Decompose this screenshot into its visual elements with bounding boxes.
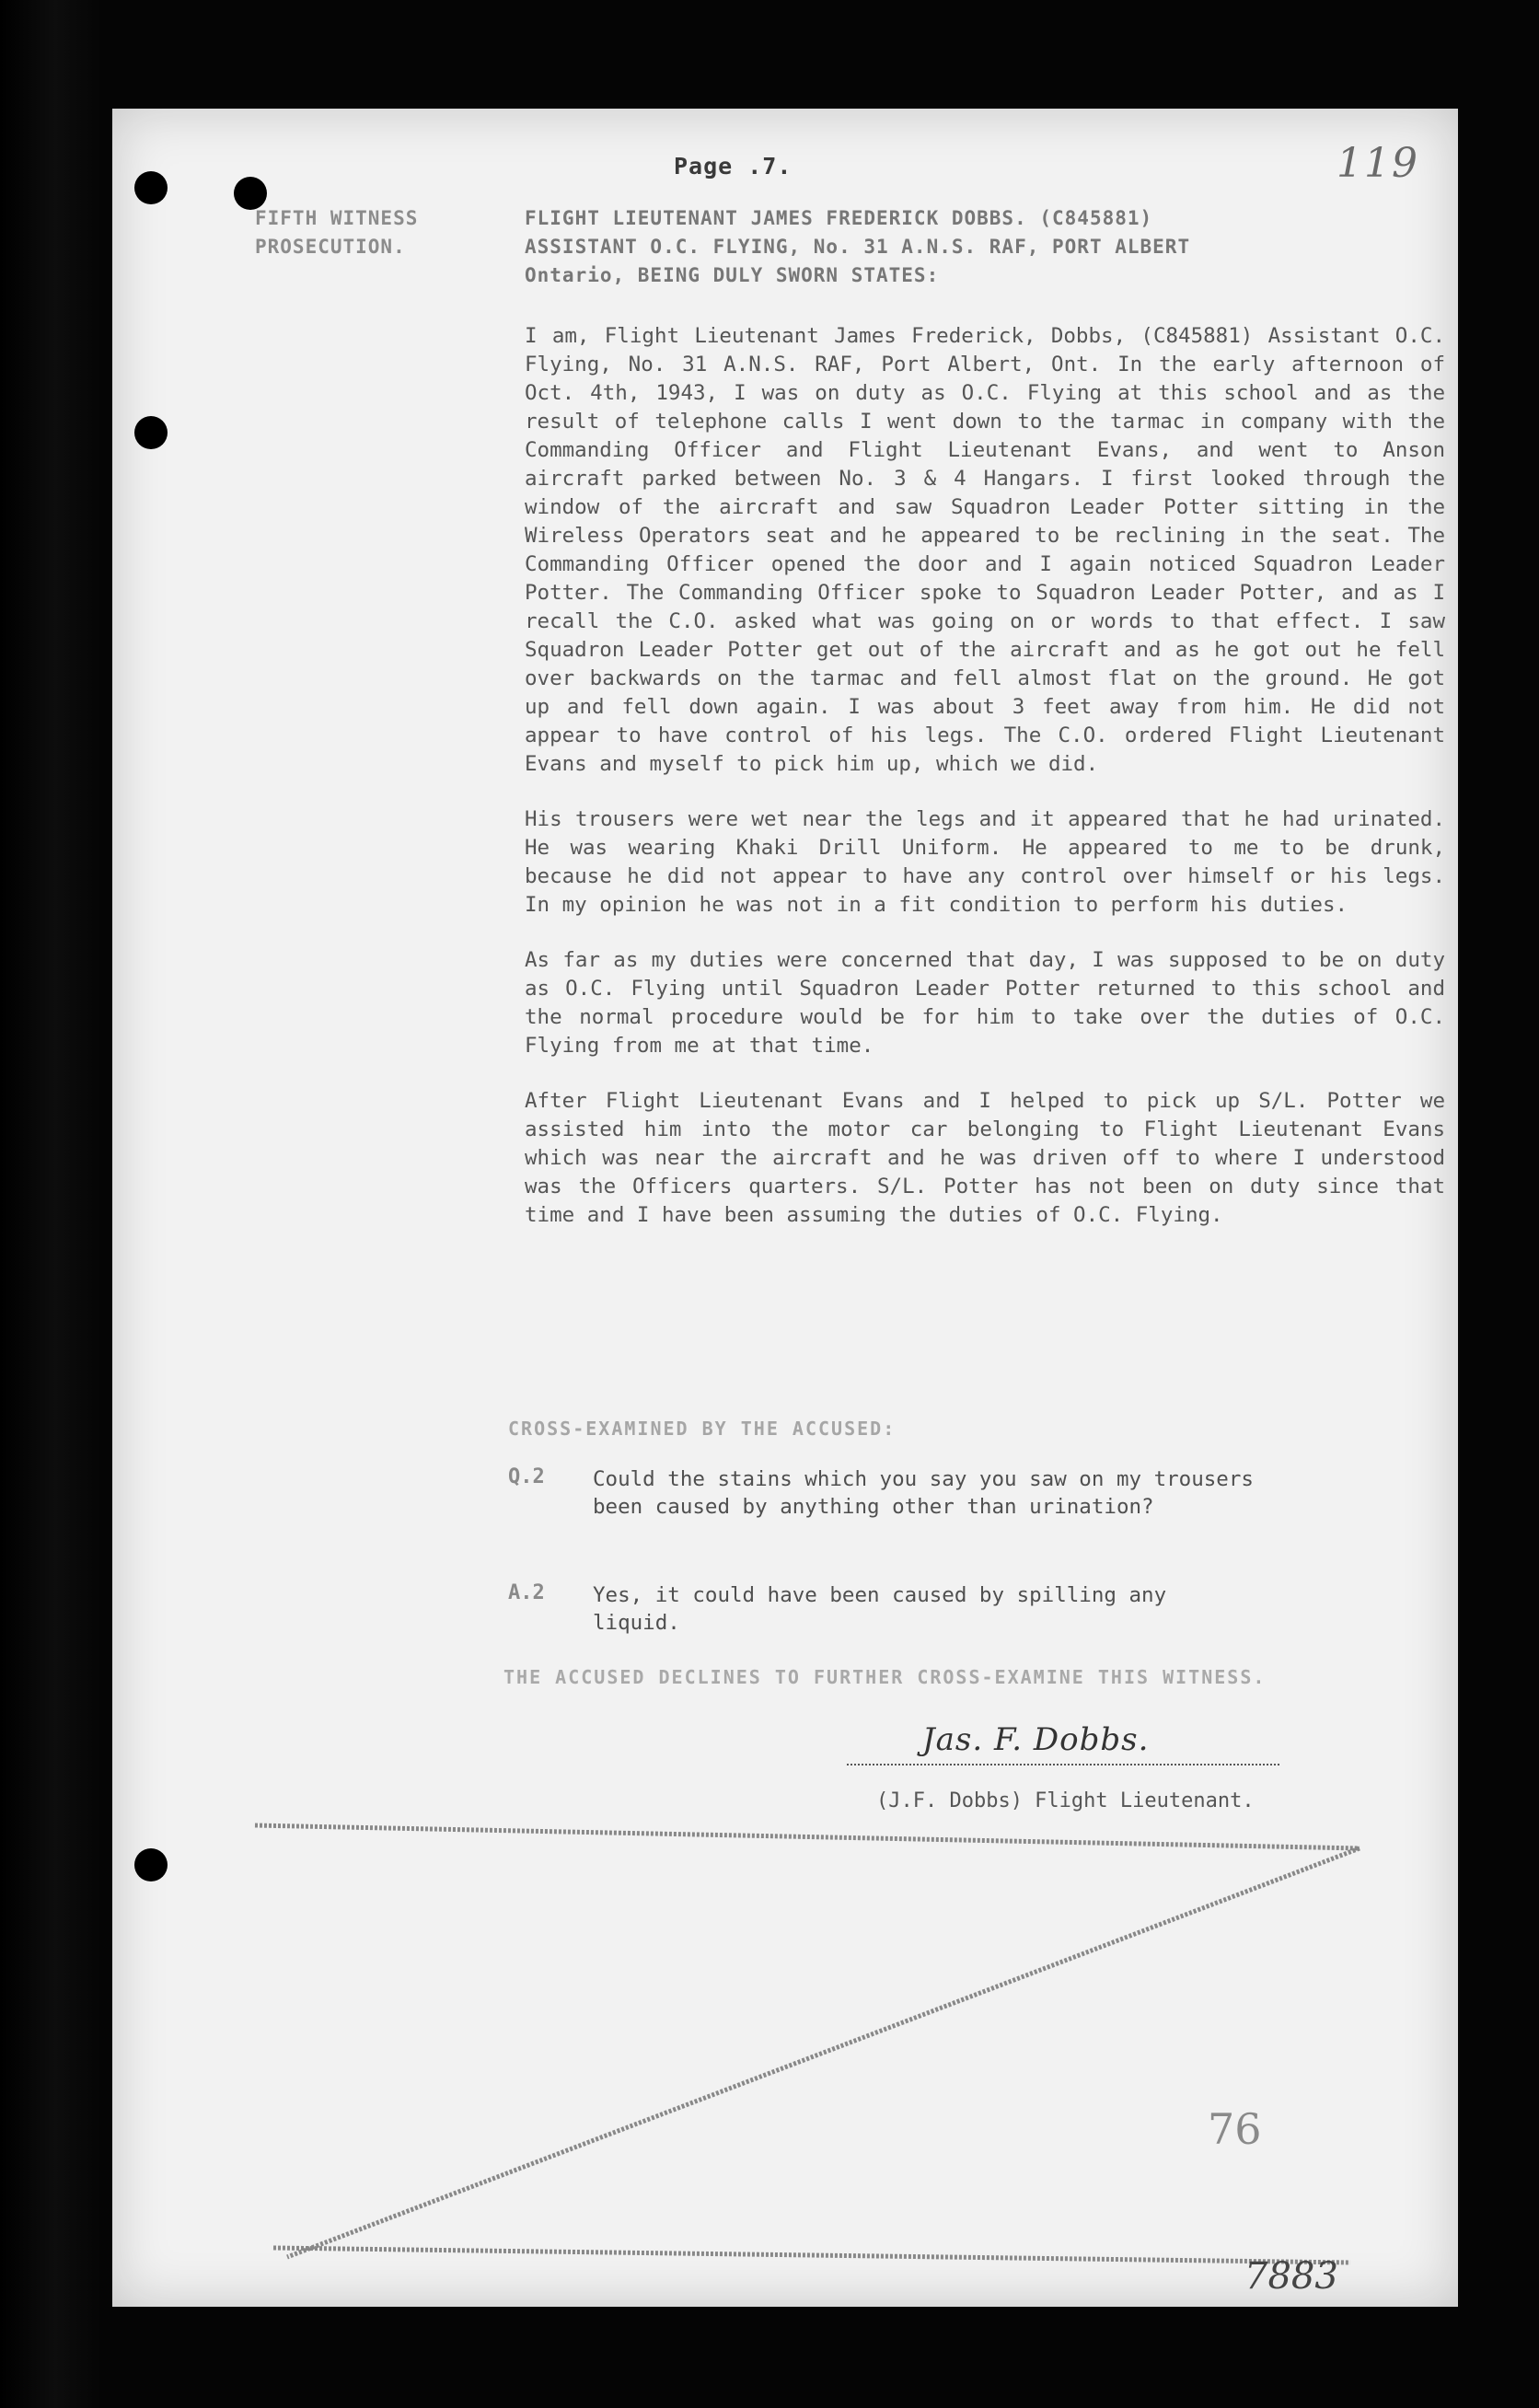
answer-text: Yes, it could have been caused by spilling any liquid. (593, 1583, 1167, 1635)
folio-number: 119 (1336, 140, 1419, 187)
witness-heading-line: Ontario, BEING DULY SWORN STATES: (525, 264, 940, 286)
cancellation-z-lines (112, 109, 1458, 2307)
answer-label: A.2 (508, 1581, 545, 1604)
witness-heading-line: FLIGHT LIEUTENANT JAMES FREDERICK DOBBS. (C845881) (525, 207, 1153, 229)
testimony-paragraph: After Flight Lieutenant Evans and I helped to pick up S/L. Potter we assisted him into the motor car belonging to Flight Lieutenant Evans which was near the aircraft and he was driven off to where I understood was the Officers quarters. S/L. Potter has not been on duty since that time and I have been assuming the duties of O.C. Flying. (525, 1089, 1445, 1227)
question-label: Q.2 (508, 1465, 545, 1488)
document-page (112, 109, 1458, 2307)
stamped-number: 76 (1208, 2104, 1262, 2154)
witness-heading-line: ASSISTANT O.C. FLYING, No. 31 A.N.S. RAF, PORT ALBERT (525, 236, 1191, 258)
question-text: Could the stains which you say you saw on my trousers been caused by anything other than urination? (593, 1467, 1254, 1519)
page-number: Page .7. (674, 153, 793, 179)
testimony-paragraph: As far as my duties were concerned that day, I was supposed to be on duty as O.C. Flying until Squadron Leader Potter returned to this school and the normal procedure would be for him to take over the duties of O.C. Flying from me at that time. (525, 948, 1445, 1058)
margin-label-line: FIFTH WITNESS (255, 207, 419, 229)
microfilm-edge (0, 0, 101, 2408)
signature-typed-name: (J.F. Dobbs) Flight Lieutenant. (876, 1789, 1255, 1812)
cancel-line-diagonal (287, 1848, 1360, 2257)
margin-label-line: PROSECUTION. (255, 236, 406, 258)
testimony-paragraph: His trousers were wet near the legs and it appeared that he had urinated. He was wearing Khaki Drill Uniform. He appeared to me to be drunk, because he did not appear to have any control over himself or his legs. In my opinion he was not in a fit condition to perform his duties. (525, 807, 1445, 917)
cross-examination-heading: CROSS-EXAMINED BY THE ACCUSED: (508, 1418, 897, 1440)
closing-statement: THE ACCUSED DECLINES TO FURTHER CROSS-EXAMINE THIS WITNESS. (503, 1666, 1267, 1688)
testimony-paragraph: I am, Flight Lieutenant James Frederick, Dobbs, (C845881) Assistant O.C. Flying, No. 31 A.N.S. RAF, Port Albert, Ont. In the early afternoon of Oct. 4th, 1943, I was on duty as O.C. Flying at this school and as the result of telephone calls I went down to the tarmac in company with the Commanding Officer and Flight Lieutenant Evans, and went to Anson aircraft parked between No. 3 & 4 Hangars. I first looked through the window of the aircraft and saw Squadron Leader Potter sitting in the Wireless Operators seat and he appeared to be reclining in the seat. The Commanding Officer opened the door and I again noticed Squadron Leader Potter. The Commanding Officer spoke to Squadron Leader Potter, and as I recall the C.O. asked what was going on or words to that effect. I saw Squadron Leader Potter get out of the aircraft and as he got out he fell over backwards on the tarmac and fell almost flat on the ground. He got up and fell down again. I was about 3 feet away from him. He did not appear to have control of his legs. The C.O. ordered Flight Lieutenant Evans and myself to pick him up, which we did. (525, 324, 1445, 776)
cancel-line-top (255, 1825, 1360, 1848)
cancel-line-bottom (273, 2248, 1350, 2263)
corner-handwritten-mark: 7883 (1244, 2255, 1338, 2298)
handwritten-signature: Jas. F. Dobbs. (922, 1721, 1150, 1758)
